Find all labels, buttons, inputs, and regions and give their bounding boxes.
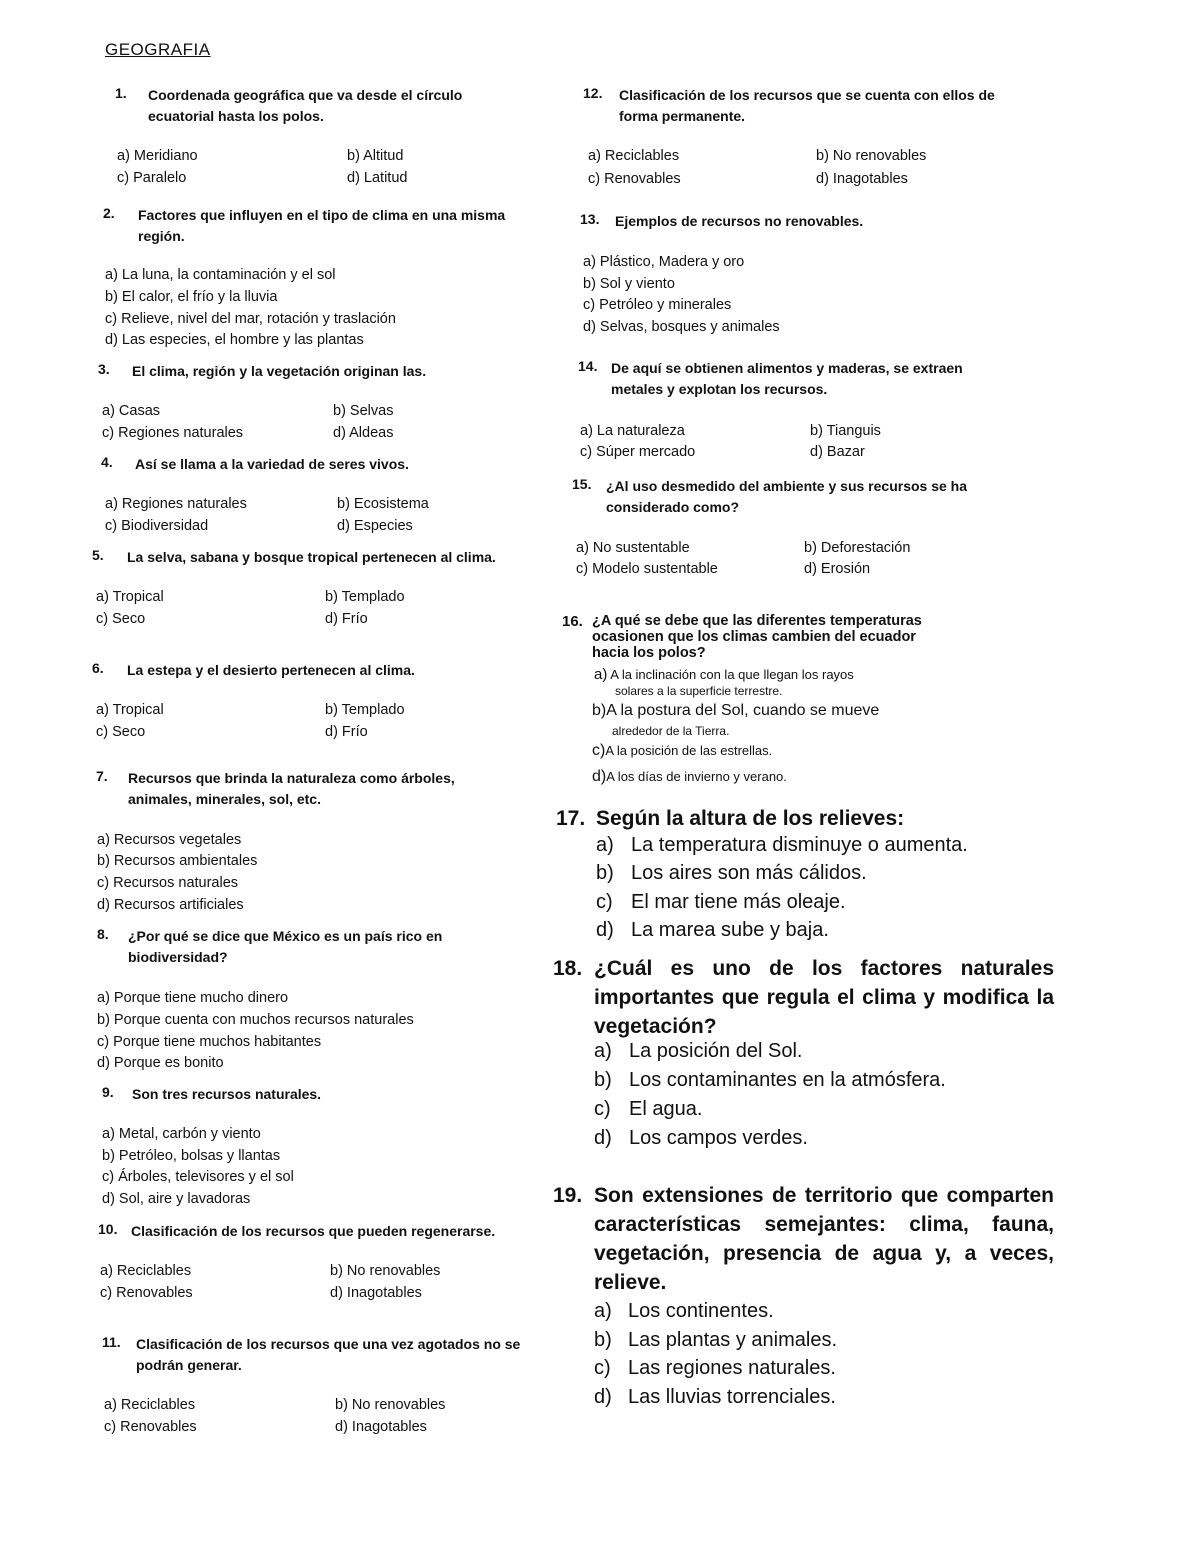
question-number: 5. [92,547,104,563]
option-d[interactable]: d) Sol, aire y lavadoras [102,1191,251,1207]
question-text: Clasificación de los recursos que pueden regenerarse. [131,1223,496,1239]
option-text: A la postura del Sol, cuando se mueve [606,702,880,719]
option-a[interactable]: a) Reciclables [588,148,680,164]
question-text: Son extensiones de territorio que comparten características semejantes: clima, fauna, vegetación, presencia de agua y, a veces, relieve. [594,1184,1054,1294]
option-b[interactable]: b) No renovables [335,1397,446,1413]
question-number: 11. [102,1334,121,1350]
option-text: A los días de invierno y verano. [606,769,787,784]
question-text: Clasificación de los recursos que una vez agotados no se podrán generar. [136,1336,521,1373]
question-number: 15. [572,476,592,492]
question-number: 3. [98,361,110,377]
option-d[interactable]: d) Inagotables [816,171,908,187]
option-a[interactable]: a) La luna, la contaminación y el sol [105,267,336,283]
option-b[interactable]: b) Tianguis [810,423,881,439]
option-b[interactable]: b) Selvas [333,403,394,419]
question-number: 4. [101,454,113,470]
option-b[interactable]: Los contaminantes en la atmósfera. [629,1069,946,1091]
option-a-continued: solares a la superficie terrestre. [615,684,783,698]
option-d[interactable]: d) Inagotables [335,1419,427,1435]
question-text: ¿Por qué se dice que México es un país rico en biodiversidad? [128,928,443,965]
option-b[interactable]: b) Altitud [347,148,404,164]
question-text: Según la altura de los relieves: [596,807,905,830]
question-number: 6. [92,660,104,676]
question-text: Clasificación de los recursos que se cuenta con ellos de forma permanente. [619,87,995,124]
option-d[interactable]: d) Frío [325,611,368,627]
question-number: 9. [102,1084,114,1100]
option-d[interactable]: d) Erosión [804,561,871,577]
option-text: A la posición de las estrellas. [605,743,773,758]
question-number: 13. [580,211,600,227]
question-number: 2. [103,205,115,221]
option-d[interactable]: Los campos verdes. [629,1127,808,1149]
option-b[interactable]: b) Templado [325,702,405,718]
option-c[interactable]: c) Regiones naturales [102,425,244,441]
option-c[interactable]: c) Renovables [588,171,681,187]
option-d[interactable]: d) Recursos artificiales [97,897,244,913]
question-text: ¿Al uso desmedido del ambiente y sus recursos se ha considerado como? [606,478,968,515]
option-a[interactable]: La temperatura disminuye o aumenta. [631,834,968,856]
option-c[interactable]: c) Seco [96,724,146,740]
option-d[interactable]: d) Porque es bonito [97,1055,224,1071]
option-b[interactable]: b) No renovables [816,148,927,164]
option-c-letter: c) [594,1098,611,1120]
option-b[interactable]: b) Sol y viento [583,276,675,292]
option-b[interactable]: b) Deforestación [804,540,911,556]
question-number: 18. [553,957,583,980]
option-b[interactable]: Las plantas y animales. [628,1329,838,1351]
question-text: Recursos que brinda la naturaleza como árboles, animales, minerales, sol, etc. [128,770,455,807]
option-a[interactable]: a) Tropical [96,702,164,718]
option-a-letter: a) [594,1300,612,1322]
question-text: Ejemplos de recursos no renovables. [615,213,864,229]
option-d[interactable]: d) Las especies, el hombre y las plantas [105,332,364,348]
option-d[interactable]: La marea sube y baja. [631,919,829,941]
question-text: Son tres recursos naturales. [132,1086,322,1102]
option-a[interactable]: a) Casas [102,403,161,419]
option-d[interactable]: d) Especies [337,518,413,534]
question-number: 1. [115,85,127,101]
option-b[interactable]: Los aires son más cálidos. [631,862,867,884]
option-c[interactable]: El agua. [629,1098,703,1120]
option-b-letter: b) [594,1329,612,1351]
option-c[interactable]: Las regiones naturales. [628,1357,836,1379]
option-a[interactable]: a) Regiones naturales [105,496,247,512]
question-text: ¿A qué se debe que las diferentes temperaturas ocasionen que los climas cambien del ecuador hacia los polos? [592,613,922,661]
question-text: ¿Cuál es uno de los factores naturales importantes que regula el clima y modifica la vegetación? [594,957,1054,1038]
question-text: La selva, sabana y bosque tropical pertenecen al clima. [127,549,496,565]
option-b[interactable]: b) Ecosistema [337,496,429,512]
option-d-letter: d) [594,1386,612,1408]
option-letter: c) [592,742,606,759]
option-c-letter: c) [596,891,613,913]
option-a-letter: a) [594,1040,612,1062]
option-a[interactable]: a) Tropical [96,589,164,605]
option-d[interactable]: d) Frío [325,724,368,740]
option-c[interactable]: c) Seco [96,611,146,627]
question-number: 19. [553,1184,583,1207]
option-b[interactable]: b) Porque cuenta con muchos recursos naturales [97,1012,414,1028]
option-letter: a) [594,666,608,683]
question-number: 8. [97,926,109,942]
option-c[interactable]: c) Súper mercado [580,444,696,460]
option-a[interactable]: a) No sustentable [576,540,690,556]
option-c[interactable]: c) Biodiversidad [105,518,209,534]
option-d[interactable] [592,768,787,786]
option-b[interactable]: b) Petróleo, bolsas y llantas [102,1148,281,1164]
option-c[interactable]: c) Recursos naturales [97,875,239,891]
question-text: El clima, región y la vegetación originan las. [132,363,427,379]
question-text: Coordenada geográfica que va desde el círculo ecuatorial hasta los polos. [148,87,463,124]
option-d[interactable]: d) Bazar [810,444,865,460]
option-a[interactable]: Los continentes. [628,1300,774,1322]
option-letter: b) [592,702,607,719]
option-c[interactable] [592,742,772,760]
option-b-letter: b) [594,1069,612,1091]
option-c[interactable]: c) Árboles, televisores y el sol [102,1169,294,1185]
option-c[interactable]: c) Renovables [104,1419,197,1435]
option-b-continued: alrededor de la Tierra. [612,724,730,738]
option-b[interactable] [592,702,879,720]
option-a[interactable]: a) Meridiano [117,148,198,164]
option-b[interactable]: b) Templado [325,589,405,605]
option-a[interactable]: a) Metal, carbón y viento [102,1126,261,1142]
option-c[interactable]: c) Relieve, nivel del mar, rotación y traslación [105,311,396,327]
question-number: 16. [562,613,583,630]
option-a[interactable]: La posición del Sol. [629,1040,803,1062]
question-number: 14. [578,358,598,374]
question-number: 10. [98,1221,118,1237]
option-a[interactable]: a) Plástico, Madera y oro [583,254,745,270]
question-text: Así se llama a la variedad de seres vivos. [135,456,409,472]
option-b[interactable]: b) Recursos ambientales [97,853,258,869]
question-number: 12. [583,85,603,101]
option-c[interactable]: c) Paralelo [117,170,187,186]
option-a[interactable]: a) Porque tiene mucho dinero [97,990,289,1006]
option-c[interactable]: c) Petróleo y minerales [583,297,732,313]
option-d-letter: d) [594,1127,612,1149]
option-a[interactable]: a) Reciclables [104,1397,196,1413]
option-c[interactable]: c) Porque tiene muchos habitantes [97,1034,322,1050]
option-a[interactable]: a) Recursos vegetales [97,832,242,848]
option-a[interactable]: a) La naturaleza [580,423,685,439]
option-c[interactable]: c) Renovables [100,1285,193,1301]
page-title: GEOGRAFIA [105,40,211,59]
option-text: A la inclinación con la que llegan los rayos [610,667,854,682]
option-letter: d) [592,768,607,785]
option-b[interactable]: b) No renovables [330,1263,441,1279]
option-d[interactable]: d) Inagotables [330,1285,422,1301]
option-b[interactable]: b) El calor, el frío y la lluvia [105,289,278,305]
option-c[interactable]: El mar tiene más oleaje. [631,891,846,913]
option-d[interactable]: Las lluvias torrenciales. [628,1386,836,1408]
option-a-letter: a) [596,834,614,856]
option-c[interactable]: c) Modelo sustentable [576,561,718,577]
question-number: 7. [96,768,108,784]
option-d[interactable]: d) Latitud [347,170,408,186]
question-text: Factores que influyen en el tipo de clima en una misma región. [138,207,506,244]
option-c-letter: c) [594,1357,611,1379]
option-d-letter: d) [596,919,614,941]
option-a[interactable]: a) Reciclables [100,1263,192,1279]
question-text: De aquí se obtienen alimentos y maderas, se extraen metales y explotan los recursos. [611,360,963,397]
question-text: La estepa y el desierto pertenecen al clima. [127,662,415,678]
option-a[interactable] [594,666,854,683]
option-d[interactable]: d) Selvas, bosques y animales [583,319,780,335]
question-number: 17. [556,807,586,830]
option-b-letter: b) [596,862,614,884]
option-d[interactable]: d) Aldeas [333,425,394,441]
